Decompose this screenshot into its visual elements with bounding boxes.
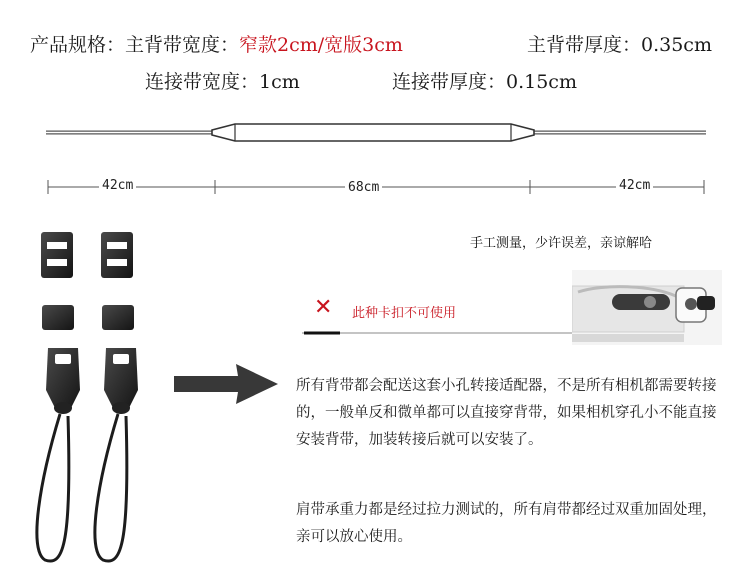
dimension-middle: 68cm [345,180,382,195]
spec-connector-thickness: 连接带厚度：0.15cm [392,71,577,93]
spec-main-width-value: 窄款2cm/宽版3cm [239,34,403,56]
spec-main-thickness: 主背带厚度：0.35cm [527,34,712,56]
ladder-buckle-left [41,232,73,278]
strap-keeper-left [42,305,74,330]
warning-text: 此种卡扣不可使用 [352,306,457,321]
quick-release-right [104,348,138,414]
description-paragraph-2: 肩带承重力都是经过拉力测试的，所有肩带都经过双重加固处理，亲可以放心使用。 [296,502,717,545]
spec-main-width-label: 产品规格：主背带宽度： [30,34,240,56]
quick-release-left [46,348,80,414]
dimension-right: 42cm [616,178,653,193]
arrow-right-icon [172,362,282,408]
description-paragraph-1: 所有背带都会配送这套小孔转接适配器，不是所有相机都需要转接的，一般单反和微单都可以直接穿背带，如果相机穿孔小不能直接安装背带，加装转接后就可以安装了。 [296,378,717,448]
dimension-left: 42cm [99,178,136,193]
adapter-parts-image [0,220,170,572]
measurement-note: 手工测量，少许误差，亲谅解哈 [470,236,653,251]
spec-connector-width: 连接带宽度：1cm [145,71,300,93]
ladder-buckle-right [101,232,133,278]
camera-lug-image [572,270,722,345]
cross-icon: ✕ [314,295,333,320]
strap-keeper-right [102,305,134,330]
